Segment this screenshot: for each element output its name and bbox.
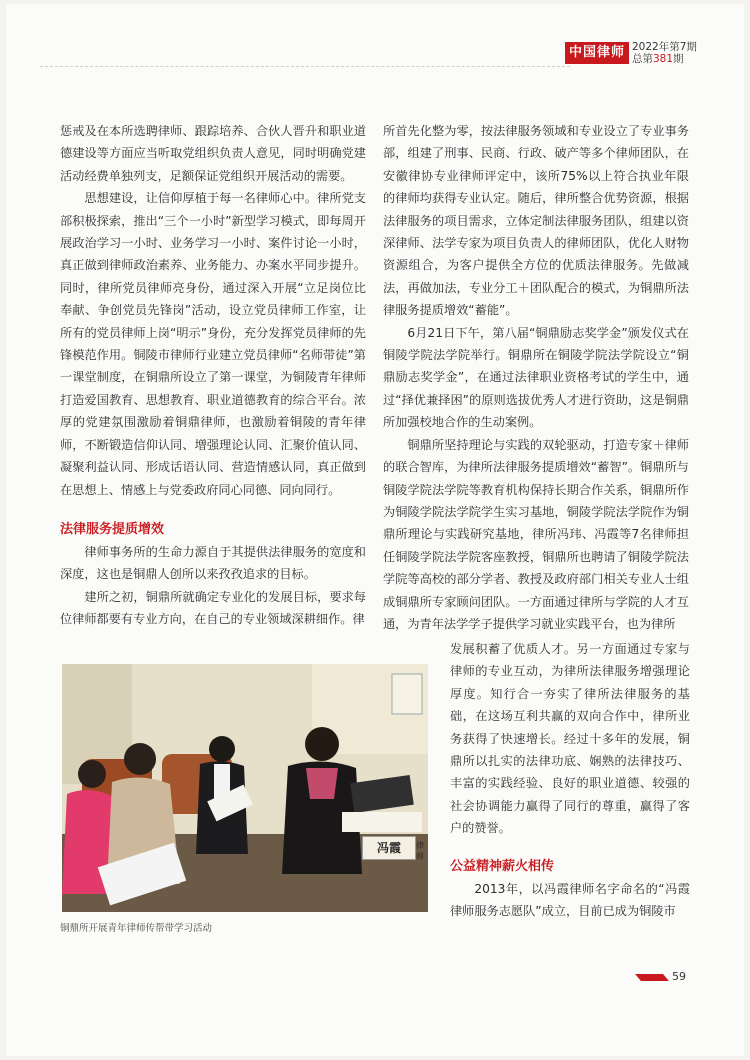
paragraph: 2013年，以冯霞律师名字命名的“冯霞律师服务志愿队”成立，目前已成为铜陵市 — [450, 881, 690, 919]
page-number-marker — [635, 974, 669, 981]
section-title-legal-service: 法律服务提质增效 — [60, 521, 165, 537]
paragraph: 铜鼎所坚持理论与实践的双轮驱动，打造专家＋律师的联合智库，为律所法律服务提质增效“蓄智”。铜鼎所与铜陵学院法学院等教育机构保持长期合作关系，铜鼎所作为铜陵学院法学院学生实习基地，铜陵学院法学院作为铜鼎所理论与实践研究基地，律所冯玮、冯霞等7名律师担任铜陵学院法学院客座教授，铜鼎所也聘请了铜陵学院法学院等高校的部分学者、教授及政府部门相关专业人士组成铜鼎所专家顾问团队。一方面通过律所与学院的人才互通，为青年法学学子提供学习就业实践平台，也为律所 — [383, 437, 689, 631]
right-column-top — [383, 120, 689, 635]
nameplate: 冯霞 — [362, 836, 416, 860]
paragraph: 6月21日下午，第八届“铜鼎励志奖学金”颁发仪式在铜陵学院法学院举行。铜鼎所在铜陵学院法学院设立“铜鼎励志奖学金”，在通过法律职业资格考试的学生中，通过“择优兼择困”的原则选拔优秀人才进行资助，这是铜鼎所加强校地合作的生动案例。 — [383, 325, 689, 430]
meeting-photo — [62, 664, 428, 912]
paragraph: 建所之初，铜鼎所就确定专业化的发展目标，要求每位律师都要有专业方向，在自己的专业领域深耕细作。律 — [60, 589, 366, 627]
issue-number: 2022年第7期 — [632, 41, 697, 53]
paragraph: 惩戒及在本所选聘律师、跟踪培养、合伙人晋升和职业道德建设等方面应当听取党组织负责人意见，同时明确党建活动经费单独列支，足额保证党组织开展活动的需要。 — [60, 124, 366, 183]
header-divider — [40, 66, 570, 67]
meeting-photo-illustration — [62, 664, 428, 912]
paragraph: 发展积蓄了优质人才。另一方面通过专家与律师的专业互动，为律所法律服务增强理论厚度。知行合一夯实了律所法律服务的基础，在这场互利共赢的双向合作中，律所业务获得了快速增长。经过十多年的发展，铜鼎所以扎实的法律功底、娴熟的法律技巧、丰富的实践经验、良好的职业道德、较强的社会协调能力赢得了同行的尊重，赢得了客户的赞誉。 — [450, 642, 690, 836]
paragraph: 所首先化整为零，按法律服务领域和专业设立了专业事务部，组建了刑事、民商、行政、破产等多个律师团队，在安徽律协专业律师评定中，该所75%以上符合执业年限的律师均获得专业认定。随后，律所整合优势资源，根据法律服务的项目需求，立体定制法律服务团队，组建以资深律师、法学专家为项目负责人的律师团队，优化人财物资源组合，为客户提供全方位的优质法律服务。先做减法，再做加法，专业分工＋团队配合的模式，为铜鼎所法律服务提质增效“蓄能”。 — [383, 124, 689, 318]
section-title-public-welfare: 公益精神薪火相传 — [450, 858, 555, 874]
magazine-logo: 中国律师 — [565, 42, 629, 64]
right-column-bottom — [450, 638, 690, 922]
paragraph: 思想建设，让信仰厚植于每一名律师心中。律所党支部积极探索，推出“三个一小时”新型学习模式，即每周开展政治学习一小时、业务学习一小时、案件讨论一小时，真正做到律师政治素养、业务能力、办案水平同步提升。同时，律所党员律师亮身份，通过深入开展“立足岗位比奉献、争创党员先锋岗”活动，设立党员律师工作室，让所有的党员律师上岗“明示”身份，充分发挥党员律师的先锋模范作用。铜陵市律师行业建立党员律师“名师带徒”第一课堂制度，在铜鼎所设立了第一课堂，为铜陵青年律师打造爱国教育、思想教育、职业道德教育的综合平台。浓厚的党建氛围激励着铜鼎律师，也激励着铜陵的青年律师，不断锻造信仰认同、增强理论认同、汇聚价值认同、凝聚利益认同、形成话语认同、营造情感认同，真正做到在思想上、情感上与党委政府同心同德、同向同行。 — [60, 191, 366, 497]
issue-info — [632, 41, 697, 65]
left-column — [60, 120, 366, 631]
nameplate-subtitle: 律师 — [416, 841, 424, 861]
paragraph: 律师事务所的生命力源自于其提供法律服务的宽度和深度，这也是铜鼎人创所以来孜孜追求的目标。 — [60, 544, 366, 582]
issue-total: 总第381期 — [632, 53, 684, 65]
photo-caption: 铜鼎所开展青年律师传帮带学习活动 — [60, 923, 213, 934]
page-number: 59 — [672, 970, 686, 983]
